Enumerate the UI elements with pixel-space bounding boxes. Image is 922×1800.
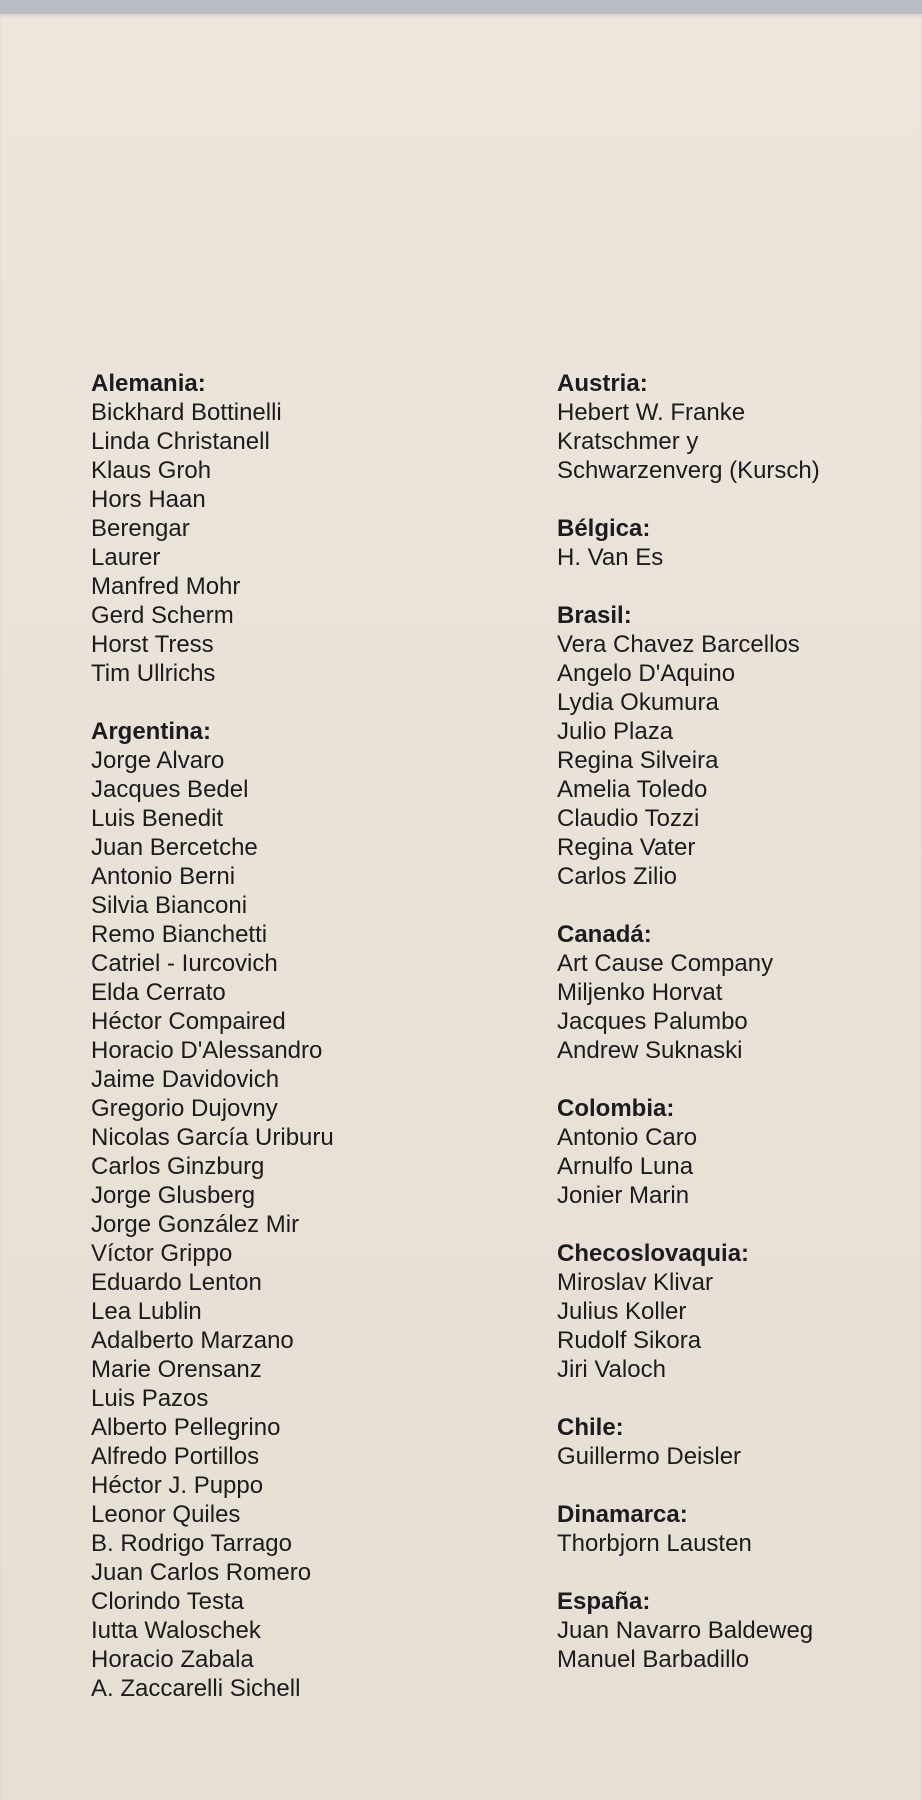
artist-name: Tim Ullrichs	[91, 660, 216, 687]
artist-name: Marie Orensanz	[91, 1356, 262, 1383]
country-heading: Canadá:	[557, 921, 652, 948]
country-group-brasil	[557, 601, 917, 891]
country-group-checoslovaquia	[557, 1239, 917, 1384]
right-column	[557, 369, 917, 1703]
artist-name: Carlos Zilio	[557, 863, 678, 890]
artist-name: Julio Plaza	[557, 718, 674, 745]
artist-name: Jacques Bedel	[91, 776, 249, 803]
artist-name: Amelia Toledo	[557, 776, 708, 803]
artist-list	[557, 1529, 917, 1558]
country-heading: Colombia:	[557, 1095, 675, 1122]
artist-name: Jorge Glusberg	[91, 1182, 256, 1209]
artist-list	[557, 398, 917, 485]
country-heading: Bélgica:	[557, 515, 651, 542]
artist-name: Kratschmer y	[557, 428, 699, 455]
artist-name: Carlos Ginzburg	[91, 1153, 265, 1180]
artist-name: Eduardo Lenton	[91, 1269, 262, 1296]
artist-name: Bickhard Bottinelli	[91, 399, 282, 426]
artist-name: Thorbjorn Lausten	[557, 1530, 752, 1557]
artist-name: Antonio Caro	[557, 1124, 698, 1151]
artist-name: Alfredo Portillos	[91, 1443, 260, 1470]
artist-list	[557, 949, 917, 1065]
artist-list	[557, 543, 917, 572]
artist-name: Juan Navarro Baldeweg	[557, 1617, 814, 1644]
artist-list	[557, 1268, 917, 1384]
country-heading: Alemania:	[91, 370, 206, 397]
country-group-chile	[557, 1413, 917, 1471]
artist-name: Manfred Mohr	[91, 573, 241, 600]
artist-name: Juan Carlos Romero	[91, 1559, 312, 1586]
artist-list	[557, 630, 917, 891]
artist-name: Adalberto Marzano	[91, 1327, 294, 1354]
artist-name: Iutta Waloschek	[91, 1617, 261, 1644]
artist-list	[557, 1442, 917, 1471]
artist-list	[557, 1616, 917, 1674]
country-heading: Checoslovaquia:	[557, 1240, 750, 1267]
artist-name: Nicolas García Uriburu	[91, 1124, 334, 1151]
artist-name: Jorge González Mir	[91, 1211, 300, 1238]
country-heading: España:	[557, 1588, 651, 1615]
printed-page	[0, 14, 922, 1800]
artist-name: Regina Vater	[557, 834, 696, 861]
artist-name: Luis Pazos	[91, 1385, 209, 1412]
left-column	[91, 369, 471, 1732]
artist-name: Vera Chavez Barcellos	[557, 631, 800, 658]
country-group-colombia	[557, 1094, 917, 1210]
artist-name: Héctor J. Puppo	[91, 1472, 264, 1499]
artist-list	[91, 746, 471, 1703]
country-heading: Dinamarca:	[557, 1501, 688, 1528]
artist-name: Art Cause Company	[557, 950, 774, 977]
artist-name: Silvia Bianconi	[91, 892, 248, 919]
artist-name: Laurer	[91, 544, 161, 571]
artist-name: Catriel - Iurcovich	[91, 950, 278, 977]
artist-name: Juan Bercetche	[91, 834, 258, 861]
artist-name: Julius Koller	[557, 1298, 687, 1325]
country-group-argentina	[91, 717, 471, 1703]
artist-name: Schwarzenverg (Kursch)	[557, 457, 820, 484]
artist-list	[557, 1123, 917, 1210]
artist-name: Remo Bianchetti	[91, 921, 268, 948]
artist-name: Lydia Okumura	[557, 689, 719, 716]
artist-name: Elda Cerrato	[91, 979, 226, 1006]
artist-name: Horst Tress	[91, 631, 214, 658]
artist-name: Gregorio Dujovny	[91, 1095, 278, 1122]
artist-name: Miroslav Klivar	[557, 1269, 714, 1296]
artist-name: Klaus Groh	[91, 457, 212, 484]
artist-name: Guillermo Deisler	[557, 1443, 742, 1470]
artist-name: Manuel Barbadillo	[557, 1646, 750, 1673]
artist-name: Lea Lublin	[91, 1298, 202, 1325]
country-group-canada	[557, 920, 917, 1065]
artist-name: Claudio Tozzi	[557, 805, 700, 832]
artist-name: Regina Silveira	[557, 747, 719, 774]
country-heading: Brasil:	[557, 602, 632, 629]
artist-name: Rudolf Sikora	[557, 1327, 702, 1354]
artist-name: Luis Benedit	[91, 805, 224, 832]
artist-name: Leonor Quiles	[91, 1501, 241, 1528]
country-group-dinamarca	[557, 1500, 917, 1558]
country-group-alemania	[91, 369, 471, 688]
artist-name: Jacques Palumbo	[557, 1008, 748, 1035]
country-group-espana	[557, 1587, 917, 1674]
artist-name: B. Rodrigo Tarrago	[91, 1530, 292, 1557]
artist-name: Arnulfo Luna	[557, 1153, 694, 1180]
artist-name: Alberto Pellegrino	[91, 1414, 281, 1441]
artist-name: Antonio Berni	[91, 863, 236, 890]
artist-name: Hebert W. Franke	[557, 399, 746, 426]
artist-list	[91, 398, 471, 688]
country-heading: Austria:	[557, 370, 648, 397]
artist-name: A. Zaccarelli Sichell	[91, 1675, 301, 1702]
artist-name: Víctor Grippo	[91, 1240, 233, 1267]
artist-name: Horacio Zabala	[91, 1646, 254, 1673]
artist-name: Hors Haan	[91, 486, 206, 513]
artist-name: Jonier Marin	[557, 1182, 690, 1209]
artist-name: Angelo D'Aquino	[557, 660, 736, 687]
artist-name: Gerd Scherm	[91, 602, 234, 629]
country-group-belgica	[557, 514, 917, 572]
artist-name: Linda Christanell	[91, 428, 270, 455]
artist-name: Jiri Valoch	[557, 1356, 666, 1383]
artist-name: H. Van Es	[557, 544, 664, 571]
artist-name: Miljenko Horvat	[557, 979, 723, 1006]
country-group-austria	[557, 369, 917, 485]
artist-name: Héctor Compaired	[91, 1008, 286, 1035]
artist-name: Clorindo Testa	[91, 1588, 244, 1615]
artist-name: Jaime Davidovich	[91, 1066, 280, 1093]
country-heading: Chile:	[557, 1414, 624, 1441]
artist-name: Horacio D'Alessandro	[91, 1037, 323, 1064]
artist-name: Berengar	[91, 515, 190, 542]
artist-name: Andrew Suknaski	[557, 1037, 743, 1064]
country-heading: Argentina:	[91, 718, 211, 745]
artist-name: Jorge Alvaro	[91, 747, 225, 774]
